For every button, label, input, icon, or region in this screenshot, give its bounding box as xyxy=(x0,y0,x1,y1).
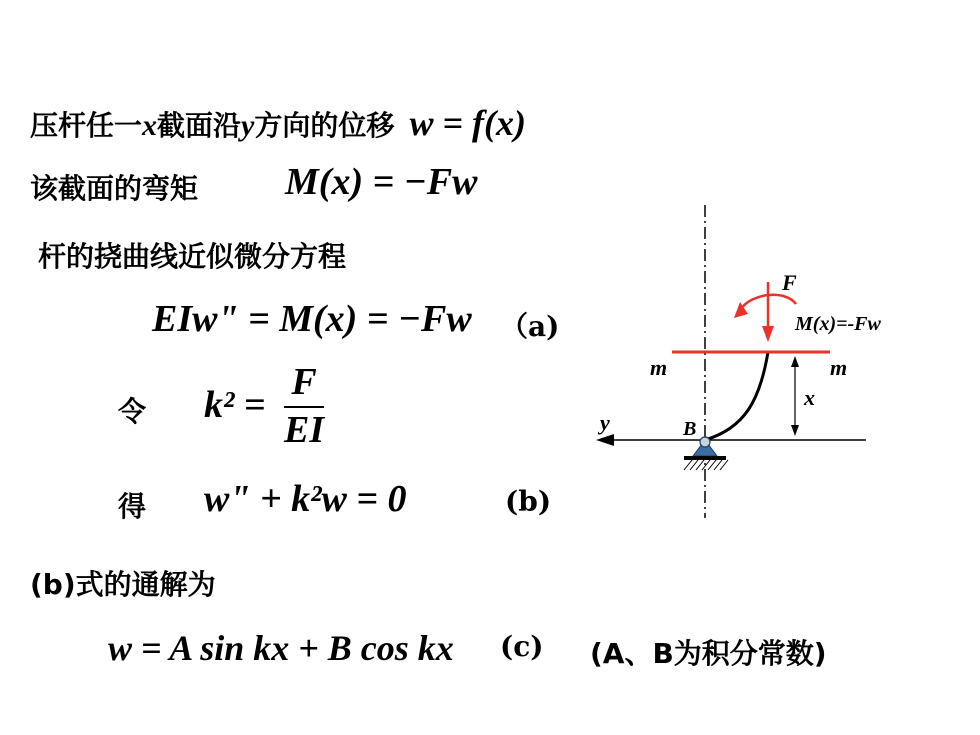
force-arrowhead xyxy=(762,326,774,342)
text-deflection-equation: 杆的挠曲线近似微分方程 xyxy=(38,240,347,273)
pin-joint xyxy=(700,437,710,447)
fraction-k2 xyxy=(284,360,324,453)
buckling-diagram xyxy=(580,200,920,530)
formula-moment: M(x) = −Fw xyxy=(285,161,478,203)
var-x: x xyxy=(142,109,158,142)
text-moment: 该截面的弯矩 xyxy=(30,172,199,205)
text-displacement-b: 截面沿 xyxy=(157,109,242,142)
tag-eq-a: （a) xyxy=(500,310,560,343)
x-dim-arrow-bottom xyxy=(791,425,799,436)
label-moment: M(x)=-Fw xyxy=(795,313,881,335)
y-axis-arrowhead xyxy=(596,434,614,446)
fraction-denominator: EI xyxy=(284,408,325,451)
label-x: x xyxy=(804,385,815,410)
ground-hatch xyxy=(684,460,728,470)
formula-displacement: w = f(x) xyxy=(409,103,526,143)
var-y: y xyxy=(241,109,255,142)
text-get: 得 xyxy=(118,490,147,523)
label-F: F xyxy=(782,270,797,295)
line-displacement xyxy=(30,102,526,144)
formula-eq-b: w" + k²w = 0 xyxy=(204,478,407,520)
fraction-numerator: F xyxy=(284,360,324,408)
text-displacement-c: 方向的位移 xyxy=(254,109,395,142)
text-general-solution: (b)式的通解为 xyxy=(30,568,216,601)
formula-eq-c: w = A sin kx + B cos kx xyxy=(108,628,454,668)
support-base xyxy=(684,456,726,460)
tag-eq-b: (b) xyxy=(505,485,552,518)
text-displacement-a: 压杆任一 xyxy=(30,109,143,142)
label-m-left: m xyxy=(650,355,668,380)
label-y: y xyxy=(600,410,610,435)
tag-eq-c: (c) xyxy=(500,630,544,663)
label-m-right: m xyxy=(830,355,848,380)
label-B: B xyxy=(683,418,697,440)
text-let: 令 xyxy=(118,395,147,428)
formula-k2-lhs: k² = xyxy=(204,384,266,426)
note-constants: (A、B为积分常数) xyxy=(590,637,827,670)
line-moment xyxy=(30,167,198,207)
formula-eq-a: EIw" = M(x) = −Fw xyxy=(152,298,472,340)
deflected-bar xyxy=(705,352,768,440)
x-dim-arrow-top xyxy=(791,356,799,367)
